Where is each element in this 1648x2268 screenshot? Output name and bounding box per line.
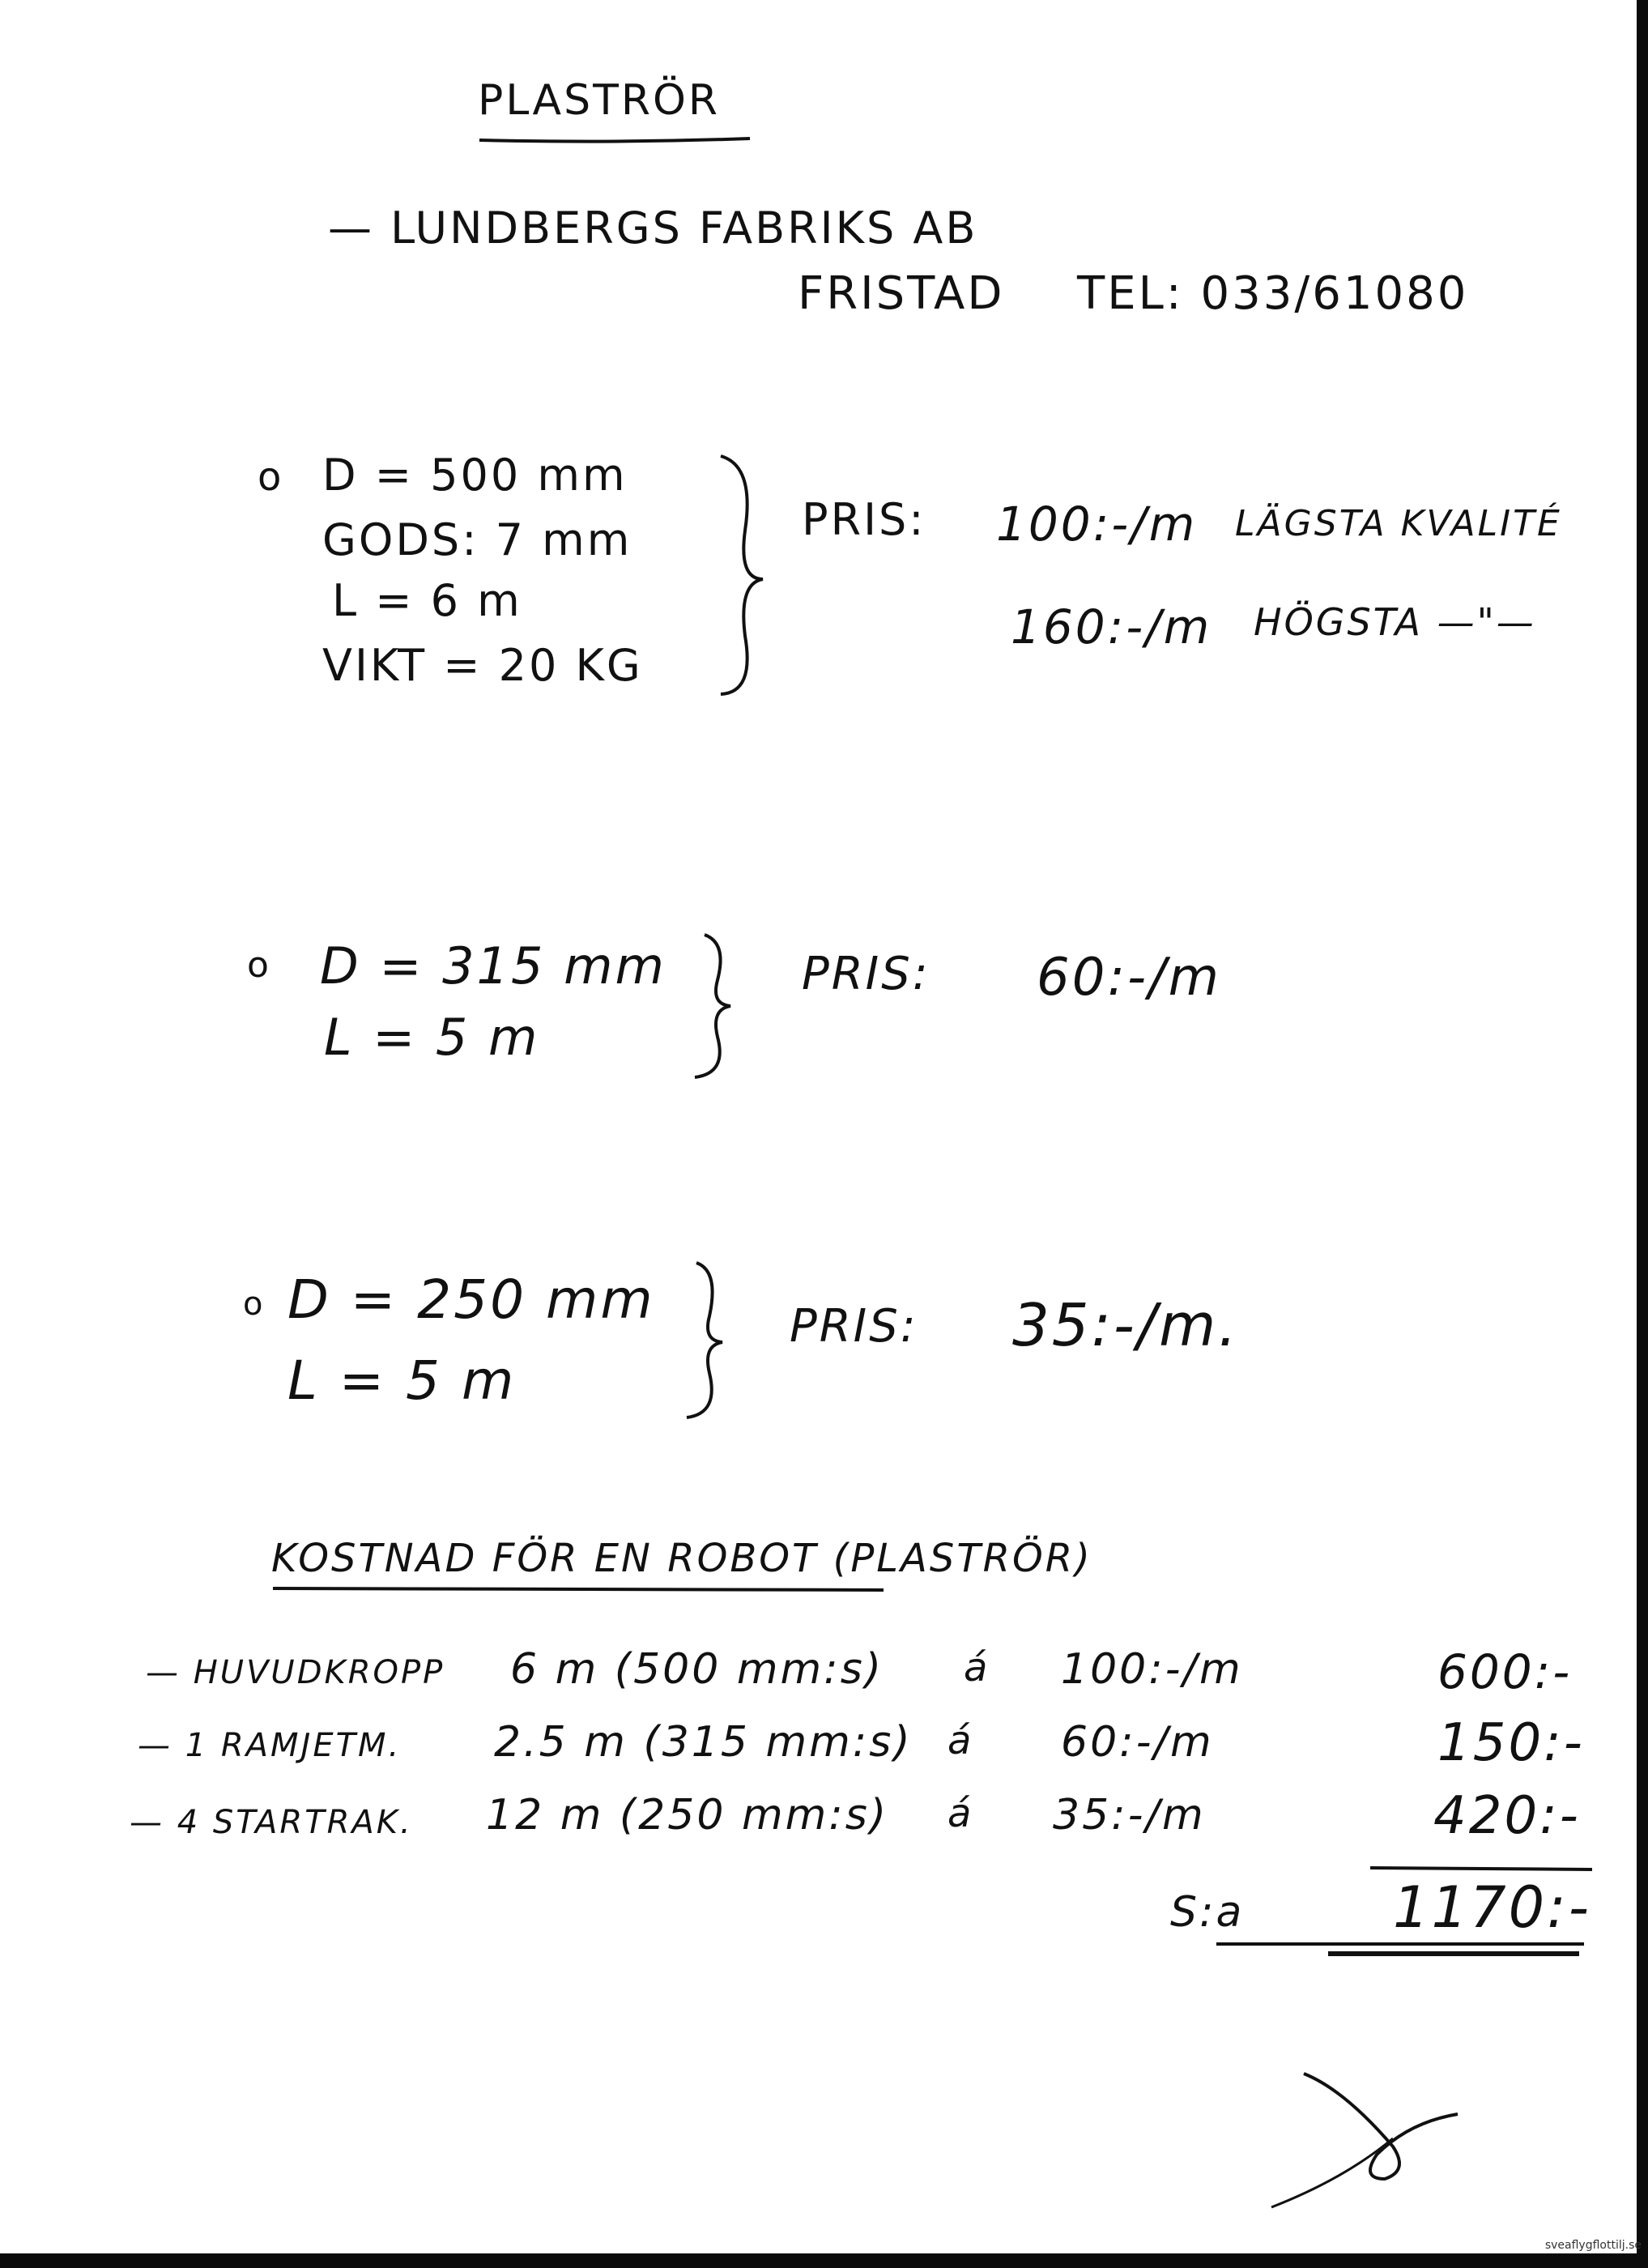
pipe-1-spec-length: L = 6 m <box>332 575 522 626</box>
pipe-1-spec-diameter: D = 500 mm <box>322 450 628 501</box>
supplier-name: — LUNDBERGS FABRIKS AB <box>328 202 978 254</box>
cost-row-3-a: á <box>947 1791 974 1836</box>
cost-row-1-length: 6 m (500 mm:s) <box>510 1645 884 1694</box>
cost-row-1-a: á <box>964 1645 990 1690</box>
pipe-2-spec-diameter: D = 315 mm <box>320 936 666 995</box>
cost-row-1-item: — HUVUDKROPP <box>146 1654 445 1691</box>
signature-mark <box>1255 2057 1466 2211</box>
pipe-1-spec-weight: VIKT = 20 KG <box>322 640 643 691</box>
pipe-1-price-high: 160:-/m <box>1011 599 1212 654</box>
pipe-3-price: 35:-/m. <box>1012 1291 1240 1359</box>
total-double-underline <box>1215 1936 1587 1960</box>
pipe-1-brace <box>713 450 777 701</box>
pipe-1-price-low: 100:-/m <box>996 497 1198 552</box>
cost-row-3-item: — 4 STARTRAK. <box>130 1804 413 1841</box>
cost-row-3-sum: 420:- <box>1433 1786 1581 1846</box>
cost-row-3-rate: 35:-/m <box>1053 1791 1206 1840</box>
cost-row-2-length: 2.5 m (315 mm:s) <box>494 1718 913 1767</box>
cost-row-2-a: á <box>947 1718 974 1763</box>
pipe-1-price-label: PRIS: <box>802 494 926 545</box>
total-label: S:a <box>1170 1888 1245 1937</box>
cost-row-3-length: 12 m (250 mm:s) <box>486 1791 889 1840</box>
page-title: PLASTRÖR <box>478 76 721 125</box>
cost-row-2-item: — 1 RAMJETM. <box>138 1727 402 1764</box>
pipe-2-price-label: PRIS: <box>802 948 930 1000</box>
supplier-city: FRISTAD <box>798 267 1005 320</box>
pipe-2-bullet: o <box>247 944 271 986</box>
pipe-1-note-low: LÄGSTA KVALITÉ <box>1235 503 1562 544</box>
pipe-2-spec-length: L = 5 m <box>324 1008 540 1067</box>
cost-row-2-rate: 60:-/m <box>1061 1718 1214 1767</box>
cost-row-1-sum: 600:- <box>1437 1644 1573 1699</box>
cost-row-1-rate: 100:-/m <box>1061 1645 1243 1694</box>
title-underline <box>478 134 753 147</box>
pipe-1-note-high: HÖGSTA —"— <box>1254 600 1536 644</box>
scan-edge-right <box>1637 0 1648 2268</box>
cost-heading: KOSTNAD FÖR EN ROBOT (PLASTRÖR) <box>271 1536 1092 1581</box>
pipe-1-bullet: o <box>258 454 284 500</box>
pipe-3-spec-diameter: D = 250 mm <box>287 1268 655 1331</box>
total-rule <box>1369 1863 1595 1874</box>
pipe-1-spec-wall: GODS: 7 mm <box>322 514 632 565</box>
pipe-3-price-label: PRIS: <box>790 1300 918 1353</box>
cost-heading-underline <box>271 1584 887 1595</box>
pipe-3-spec-length: L = 5 m <box>287 1349 517 1412</box>
supplier-phone: TEL: 033/61080 <box>1077 267 1469 320</box>
pipe-2-price: 60:-/m <box>1037 948 1221 1008</box>
pipe-3-bullet: o <box>243 1285 266 1323</box>
total-value: 1170:- <box>1393 1874 1591 1941</box>
pipe-3-brace <box>680 1260 737 1422</box>
watermark: sveaflygflottilj.se <box>1544 2239 1642 2252</box>
scan-edge-bottom <box>0 2253 1648 2268</box>
pipe-2-brace <box>688 932 745 1081</box>
cost-row-2-sum: 150:- <box>1437 1713 1585 1773</box>
